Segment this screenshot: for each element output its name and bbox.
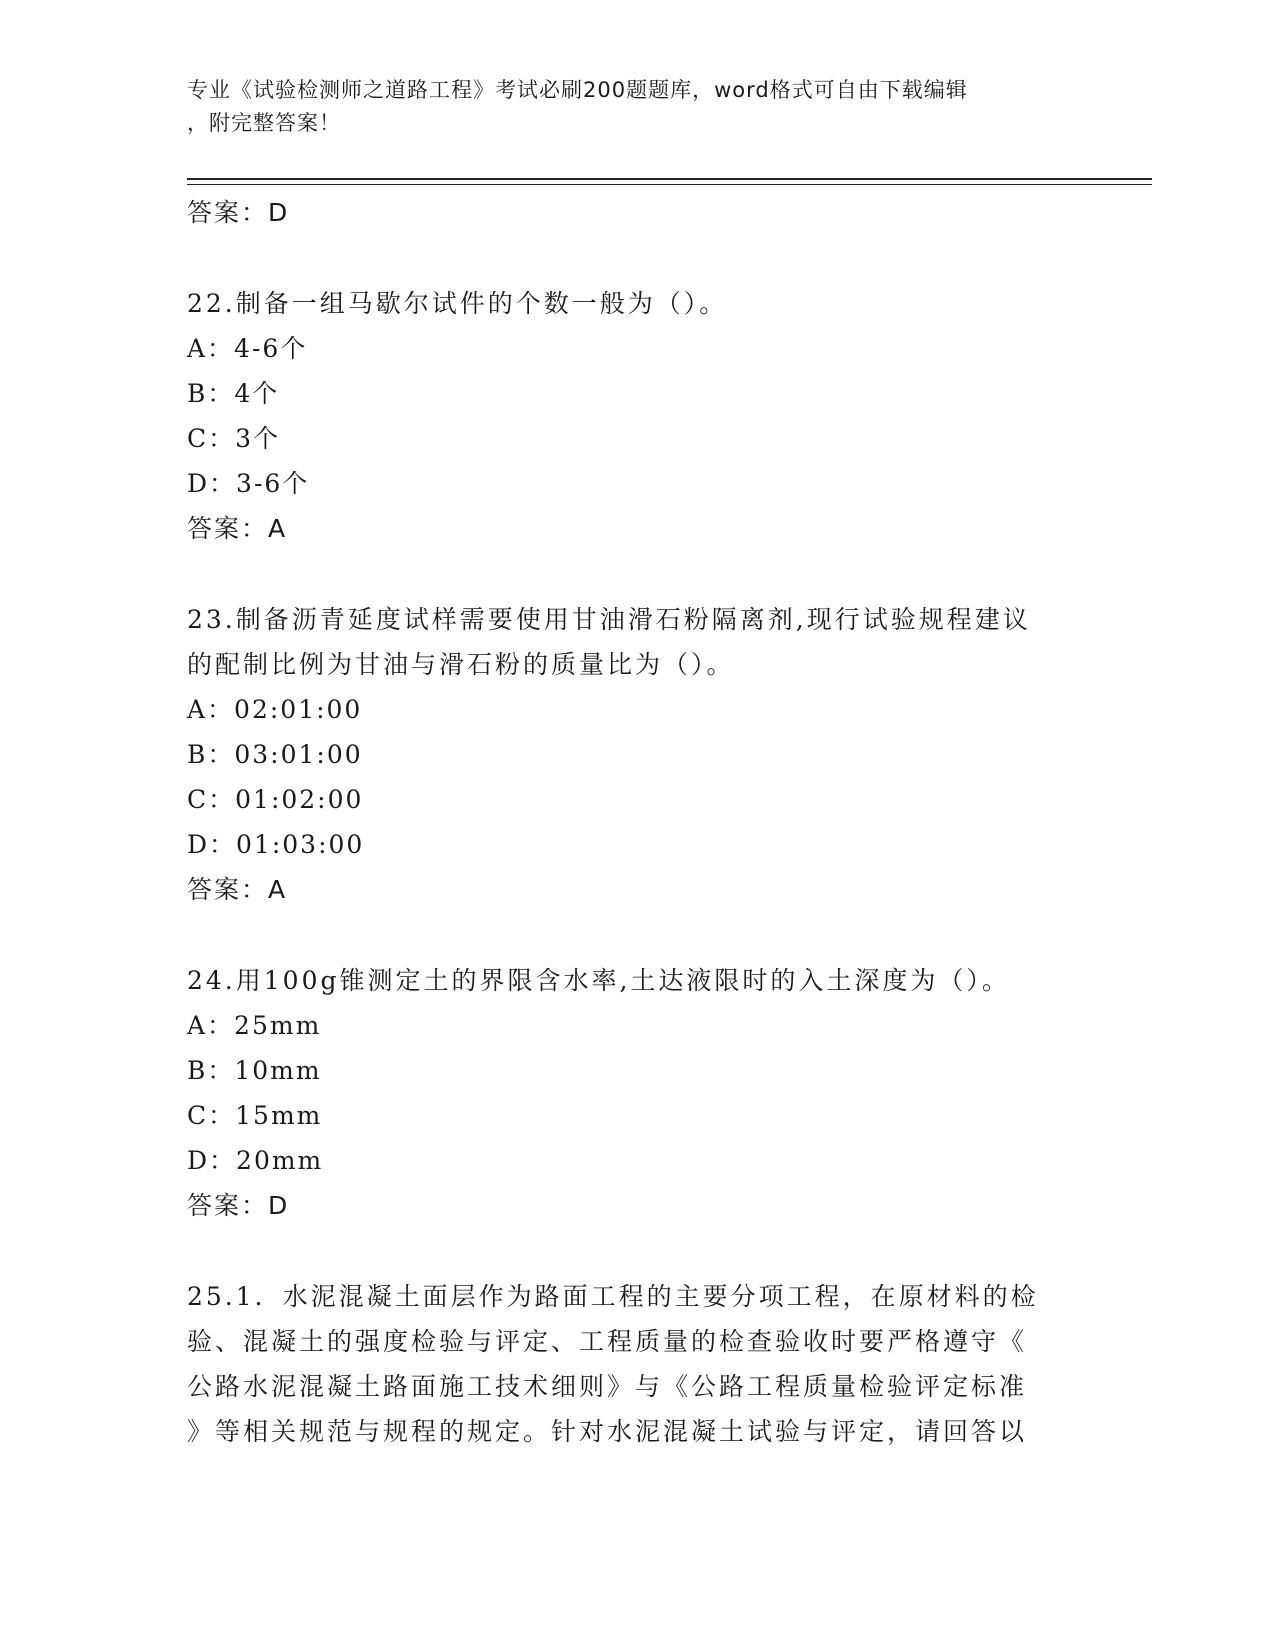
option-a: A：25mm	[187, 1011, 322, 1040]
option-a: A：4-6个	[187, 334, 308, 363]
answer-line: 答案：A	[187, 514, 288, 543]
header-rule-thick	[187, 178, 1152, 180]
option-b: B：4个	[187, 379, 280, 408]
header-line-2: ，附完整答案！	[187, 111, 341, 135]
question-block	[187, 597, 1087, 912]
answer-line: 答案：D	[187, 1191, 290, 1220]
option-d: D：01:03:00	[187, 830, 365, 859]
answer-line: 答案：A	[187, 875, 288, 904]
answer-line: 答案：D	[187, 198, 290, 227]
option-d: D：3-6个	[187, 469, 310, 498]
header-line-1: 专业《试验检测师之道路工程》考试必刷200题题库，word格式可自由下载编辑	[187, 78, 968, 102]
question-text: 25.1．水泥混凝土面层作为路面工程的主要分项工程，在原材料的检	[187, 1282, 1039, 1311]
option-d: D：20mm	[187, 1146, 324, 1175]
question-text: 23.制备沥青延度试样需要使用甘油滑石粉隔离剂,现行试验规程建议	[187, 605, 1031, 634]
question-text: 22.制备一组马歇尔试件的个数一般为（）。	[187, 289, 728, 318]
question-block	[187, 281, 1087, 551]
option-c: C：01:02:00	[187, 785, 364, 814]
question-text: 验、混凝土的强度检验与评定、工程质量的检查验收时要严格遵守《	[187, 1327, 1028, 1356]
option-b: B：10mm	[187, 1056, 322, 1085]
document-header	[187, 74, 1087, 140]
question-block	[187, 1274, 1087, 1454]
option-a: A：02:01:00	[187, 695, 363, 724]
question-text: 公路水泥混凝土路面施工技术细则》与《公路工程质量检验评定标准	[187, 1372, 1028, 1401]
question-text: 的配制比例为甘油与滑石粉的质量比为（）。	[187, 650, 735, 679]
document-body	[187, 190, 1087, 1454]
option-b: B：03:01:00	[187, 740, 363, 769]
question-text: 》等相关规范与规程的规定。针对水泥混凝土试验与评定，请回答以	[187, 1417, 1028, 1446]
question-block	[187, 958, 1087, 1228]
question-text: 24.用100g锥测定土的界限含水率,土达液限时的入土深度为（）。	[187, 966, 1010, 995]
option-c: C：3个	[187, 424, 281, 453]
header-rule-thin	[187, 184, 1152, 185]
option-c: C：15mm	[187, 1101, 323, 1130]
